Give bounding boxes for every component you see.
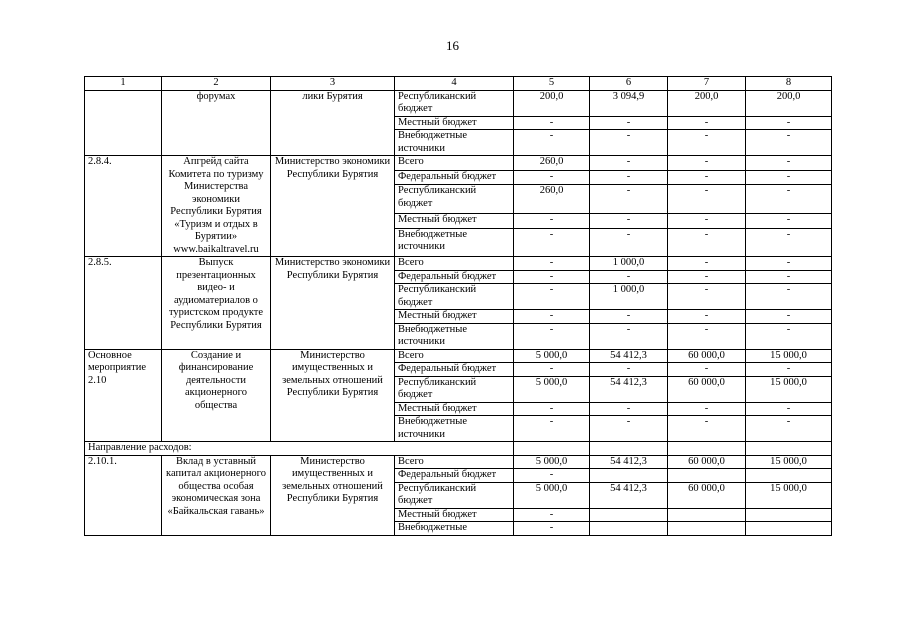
continued-executor: лики Бурятия xyxy=(271,90,395,156)
amount-v6: - xyxy=(590,185,668,213)
funding-source: Всего xyxy=(395,156,514,171)
funding-source: Местный бюджет xyxy=(395,310,514,324)
amount-v8: 15 000,0 xyxy=(746,376,832,402)
funding-source: Местный бюджет xyxy=(395,116,514,130)
amount-v5: - xyxy=(514,323,590,349)
amount-v6: - xyxy=(590,270,668,284)
amount-v8: - xyxy=(746,402,832,416)
amount-v6: - xyxy=(590,228,668,256)
funding-source: Республиканский бюджет xyxy=(395,185,514,213)
amount-v8: - xyxy=(746,116,832,130)
amount-v7: - xyxy=(668,213,746,228)
direction-label: Направление расходов: xyxy=(85,442,514,456)
amount-v8: - xyxy=(746,310,832,324)
measure-executor: Министерство экономики Республики Бурятия xyxy=(271,156,395,257)
amount-v7 xyxy=(668,508,746,522)
continued-number-cell xyxy=(85,90,162,156)
amount-v5: - xyxy=(514,257,590,271)
empty-cell xyxy=(514,442,590,456)
amount-v6: - xyxy=(590,170,668,185)
amount-v7: - xyxy=(668,323,746,349)
amount-v5: 5 000,0 xyxy=(514,455,590,469)
amount-v5: - xyxy=(514,228,590,256)
amount-v8 xyxy=(746,469,832,483)
amount-v7: 60 000,0 xyxy=(668,376,746,402)
measure-number: 2.8.4. xyxy=(85,156,162,257)
amount-v6: - xyxy=(590,130,668,156)
amount-v7: - xyxy=(668,416,746,442)
funding-source: Всего xyxy=(395,455,514,469)
amount-v7: 200,0 xyxy=(668,90,746,116)
amount-v5: 5 000,0 xyxy=(514,482,590,508)
amount-v6 xyxy=(590,469,668,483)
empty-cell xyxy=(590,442,668,456)
amount-v6: 1 000,0 xyxy=(590,257,668,271)
amount-v6: - xyxy=(590,310,668,324)
amount-v7: - xyxy=(668,185,746,213)
column-number-row xyxy=(85,77,832,91)
empty-cell xyxy=(668,442,746,456)
amount-v6: 1 000,0 xyxy=(590,284,668,310)
amount-v7: - xyxy=(668,257,746,271)
amount-v5: - xyxy=(514,130,590,156)
amount-v5: - xyxy=(514,402,590,416)
amount-v6: - xyxy=(590,156,668,171)
empty-cell xyxy=(746,442,832,456)
measure-name: Выпуск презентационных видео- и аудиоматериалов о туристском продукте Республики Бурятия xyxy=(162,257,271,350)
continued-event-name: форумах xyxy=(162,90,271,156)
amount-v8: - xyxy=(746,257,832,271)
amount-v5: - xyxy=(514,363,590,377)
amount-v5: 200,0 xyxy=(514,90,590,116)
amount-v7 xyxy=(668,522,746,536)
funding-source: Всего xyxy=(395,257,514,271)
funding-source: Федеральный бюджет xyxy=(395,363,514,377)
amount-v8: - xyxy=(746,156,832,171)
funding-source: Федеральный бюджет xyxy=(395,270,514,284)
measure-name: Вклад в уставный капитал акционерного общества особая экономическая зона «Байкальская гавань» xyxy=(162,455,271,535)
amount-v7: - xyxy=(668,310,746,324)
amount-v7: - xyxy=(668,130,746,156)
col-header-8: 8 xyxy=(746,77,832,91)
page-number: 16 xyxy=(446,38,459,53)
direction-row xyxy=(85,442,832,456)
funding-source: Внебюджетные источники xyxy=(395,228,514,256)
measure-row xyxy=(85,455,832,469)
amount-v5: 5 000,0 xyxy=(514,349,590,363)
amount-v7 xyxy=(668,469,746,483)
amount-v5: - xyxy=(514,469,590,483)
amount-v7: - xyxy=(668,363,746,377)
amount-v6: 54 412,3 xyxy=(590,482,668,508)
amount-v5: - xyxy=(514,213,590,228)
amount-v8: - xyxy=(746,323,832,349)
amount-v7: - xyxy=(668,284,746,310)
amount-v6 xyxy=(590,522,668,536)
measure-name: Создание и финансирование деятельности акционерного общества xyxy=(162,349,271,442)
amount-v5: 260,0 xyxy=(514,185,590,213)
measure-executor: Министерство имущественных и земельных отношений Республики Бурятия xyxy=(271,455,395,535)
funding-source: Внебюджетные xyxy=(395,522,514,536)
measure-number: Основное мероприятие 2.10 xyxy=(85,349,162,442)
amount-v6: - xyxy=(590,363,668,377)
col-header-2: 2 xyxy=(162,77,271,91)
amount-v8: - xyxy=(746,213,832,228)
funding-source: Всего xyxy=(395,349,514,363)
amount-v5: - xyxy=(514,170,590,185)
amount-v5: - xyxy=(514,416,590,442)
funding-source: Республиканский бюджет xyxy=(395,284,514,310)
amount-v6 xyxy=(590,508,668,522)
amount-v8: - xyxy=(746,130,832,156)
amount-v7: - xyxy=(668,402,746,416)
budget-table xyxy=(84,76,832,536)
amount-v7: - xyxy=(668,228,746,256)
col-header-4: 4 xyxy=(395,77,514,91)
amount-v8: 15 000,0 xyxy=(746,455,832,469)
col-header-7: 7 xyxy=(668,77,746,91)
amount-v8: - xyxy=(746,363,832,377)
measure-executor: Министерство имущественных и земельных отношений Республики Бурятия xyxy=(271,349,395,442)
amount-v5: - xyxy=(514,270,590,284)
amount-v7: 60 000,0 xyxy=(668,455,746,469)
amount-v5: 5 000,0 xyxy=(514,376,590,402)
amount-v6: - xyxy=(590,323,668,349)
measure-executor: Министерство экономики Республики Бурятия xyxy=(271,257,395,350)
amount-v6: - xyxy=(590,402,668,416)
funding-source: Республиканский бюджет xyxy=(395,376,514,402)
amount-v7: - xyxy=(668,116,746,130)
amount-v6: - xyxy=(590,416,668,442)
amount-v7: 60 000,0 xyxy=(668,482,746,508)
funding-source: Внебюджетные источники xyxy=(395,130,514,156)
funding-source: Местный бюджет xyxy=(395,402,514,416)
measure-row xyxy=(85,156,832,171)
funding-source: Республиканский бюджет xyxy=(395,90,514,116)
amount-v8 xyxy=(746,522,832,536)
amount-v5: - xyxy=(514,284,590,310)
col-header-5: 5 xyxy=(514,77,590,91)
amount-v7: 60 000,0 xyxy=(668,349,746,363)
amount-v6: - xyxy=(590,116,668,130)
amount-v8: - xyxy=(746,228,832,256)
funding-source: Внебюджетные источники xyxy=(395,323,514,349)
amount-v5: - xyxy=(514,116,590,130)
amount-v6: 3 094,9 xyxy=(590,90,668,116)
amount-v8: 200,0 xyxy=(746,90,832,116)
amount-v5: - xyxy=(514,310,590,324)
amount-v7: - xyxy=(668,270,746,284)
funding-source: Федеральный бюджет xyxy=(395,469,514,483)
measure-row xyxy=(85,257,832,271)
amount-v8: - xyxy=(746,284,832,310)
amount-v5: 260,0 xyxy=(514,156,590,171)
amount-v8: - xyxy=(746,270,832,284)
continued-row xyxy=(85,90,832,116)
amount-v8 xyxy=(746,508,832,522)
measure-number: 2.8.5. xyxy=(85,257,162,350)
funding-source: Республиканский бюджет xyxy=(395,482,514,508)
funding-source: Местный бюджет xyxy=(395,213,514,228)
col-header-1: 1 xyxy=(85,77,162,91)
amount-v8: 15 000,0 xyxy=(746,349,832,363)
amount-v6: 54 412,3 xyxy=(590,349,668,363)
funding-source: Местный бюджет xyxy=(395,508,514,522)
amount-v8: - xyxy=(746,170,832,185)
amount-v5: - xyxy=(514,522,590,536)
funding-source: Внебюджетные источники xyxy=(395,416,514,442)
funding-source: Федеральный бюджет xyxy=(395,170,514,185)
amount-v6: 54 412,3 xyxy=(590,455,668,469)
measure-number: 2.10.1. xyxy=(85,455,162,535)
col-header-3: 3 xyxy=(271,77,395,91)
amount-v5: - xyxy=(514,508,590,522)
measure-row xyxy=(85,349,832,363)
measure-name: Апгрейд сайта Комитета по туризму Министерства экономики Республики Бурятия «Туризм и отдых в Бурятии» www.baikaltravel.ru xyxy=(162,156,271,257)
amount-v7: - xyxy=(668,156,746,171)
col-header-6: 6 xyxy=(590,77,668,91)
amount-v7: - xyxy=(668,170,746,185)
amount-v8: 15 000,0 xyxy=(746,482,832,508)
amount-v6: 54 412,3 xyxy=(590,376,668,402)
amount-v6: - xyxy=(590,213,668,228)
amount-v8: - xyxy=(746,185,832,213)
amount-v8: - xyxy=(746,416,832,442)
